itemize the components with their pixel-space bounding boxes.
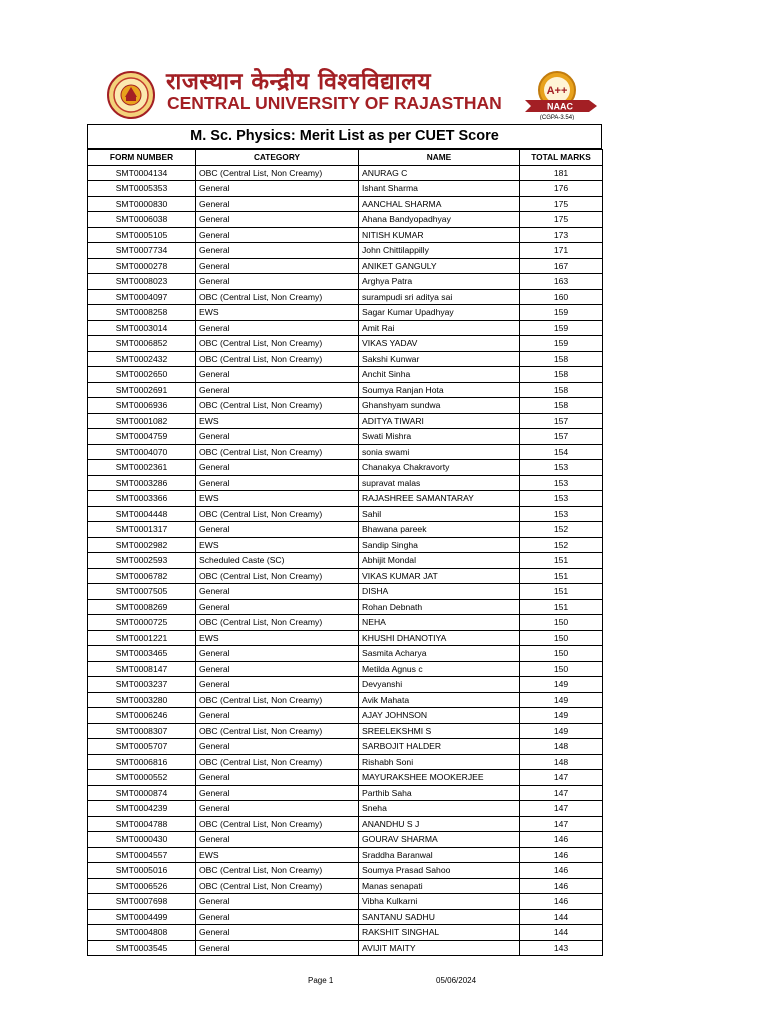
cell-total-marks: 146: [520, 832, 603, 848]
cell-category: OBC (Central List, Non Creamy): [196, 351, 359, 367]
cell-name: SARBOJIT HALDER: [359, 739, 520, 755]
cell-form-number: SMT0006038: [88, 212, 196, 228]
cell-name: Vibha Kulkarni: [359, 894, 520, 910]
table-row: [88, 847, 603, 863]
column-header-name: NAME: [359, 150, 520, 166]
table-row: [88, 336, 603, 352]
table-row: [88, 878, 603, 894]
cell-total-marks: 158: [520, 382, 603, 398]
cell-name: Avik Mahata: [359, 692, 520, 708]
cell-name: VIKAS YADAV: [359, 336, 520, 352]
cell-total-marks: 159: [520, 320, 603, 336]
cell-name: AVIJIT MAITY: [359, 940, 520, 956]
cell-category: EWS: [196, 847, 359, 863]
cell-name: SREELEKSHMI S: [359, 723, 520, 739]
cell-total-marks: 144: [520, 925, 603, 941]
cell-total-marks: 151: [520, 553, 603, 569]
cell-name: KHUSHI DHANOTIYA: [359, 630, 520, 646]
table-row: [88, 723, 603, 739]
cell-category: General: [196, 522, 359, 538]
cell-total-marks: 150: [520, 661, 603, 677]
table-row: [88, 925, 603, 941]
table-row: [88, 615, 603, 631]
table-row: [88, 708, 603, 724]
cell-category: General: [196, 801, 359, 817]
cell-name: sonia swami: [359, 444, 520, 460]
cell-form-number: SMT0003286: [88, 475, 196, 491]
cell-total-marks: 158: [520, 351, 603, 367]
table-row: [88, 863, 603, 879]
cell-total-marks: 171: [520, 243, 603, 259]
table-row: [88, 568, 603, 584]
cell-form-number: SMT0002650: [88, 367, 196, 383]
table-row: [88, 258, 603, 274]
cell-name: Sakshi Kunwar: [359, 351, 520, 367]
cell-total-marks: 143: [520, 940, 603, 956]
cell-name: SANTANU SADHU: [359, 909, 520, 925]
cell-name: Rishabh Soni: [359, 754, 520, 770]
column-header-category: CATEGORY: [196, 150, 359, 166]
cell-category: General: [196, 227, 359, 243]
cell-total-marks: 151: [520, 599, 603, 615]
university-name-hindi: राजस्थान केन्द्रीय विश्वविद्यालय: [166, 68, 432, 95]
table-row: [88, 661, 603, 677]
sheet-title: M. Sc. Physics: Merit List as per CUET Score: [87, 124, 602, 149]
cell-category: OBC (Central List, Non Creamy): [196, 863, 359, 879]
cell-form-number: SMT0001221: [88, 630, 196, 646]
cell-form-number: SMT0006526: [88, 878, 196, 894]
cell-category: EWS: [196, 305, 359, 321]
cell-total-marks: 163: [520, 274, 603, 290]
table-row: [88, 630, 603, 646]
table-row: [88, 491, 603, 507]
cell-form-number: SMT0005707: [88, 739, 196, 755]
cell-total-marks: 146: [520, 847, 603, 863]
cell-name: supravat malas: [359, 475, 520, 491]
table-row: [88, 894, 603, 910]
cell-name: Arghya Patra: [359, 274, 520, 290]
cell-total-marks: 176: [520, 181, 603, 197]
cell-name: ADITYA TIWARI: [359, 413, 520, 429]
cell-name: Sahil: [359, 506, 520, 522]
cell-total-marks: 150: [520, 615, 603, 631]
cell-name: Amit Rai: [359, 320, 520, 336]
cell-name: AANCHAL SHARMA: [359, 196, 520, 212]
cell-category: General: [196, 925, 359, 941]
cell-name: Manas senapati: [359, 878, 520, 894]
cell-total-marks: 154: [520, 444, 603, 460]
cell-name: Bhawana pareek: [359, 522, 520, 538]
cell-form-number: SMT0006936: [88, 398, 196, 414]
cell-total-marks: 151: [520, 568, 603, 584]
table-row: [88, 677, 603, 693]
cell-category: EWS: [196, 630, 359, 646]
cell-form-number: SMT0004499: [88, 909, 196, 925]
cell-name: GOURAV SHARMA: [359, 832, 520, 848]
cell-category: General: [196, 429, 359, 445]
table-row: [88, 832, 603, 848]
cell-form-number: SMT0006246: [88, 708, 196, 724]
cell-category: General: [196, 475, 359, 491]
cell-category: General: [196, 894, 359, 910]
cell-name: Abhijit Mondal: [359, 553, 520, 569]
table-row: [88, 413, 603, 429]
cell-form-number: SMT0007734: [88, 243, 196, 259]
cell-form-number: SMT0002361: [88, 460, 196, 476]
cell-category: OBC (Central List, Non Creamy): [196, 754, 359, 770]
cell-category: General: [196, 196, 359, 212]
cell-form-number: SMT0004097: [88, 289, 196, 305]
cell-form-number: SMT0004070: [88, 444, 196, 460]
merit-list-table: [87, 149, 603, 956]
cell-total-marks: 159: [520, 305, 603, 321]
cell-name: Soumya Ranjan Hota: [359, 382, 520, 398]
cell-name: Sagar Kumar Upadhyay: [359, 305, 520, 321]
cell-category: General: [196, 832, 359, 848]
table-row: [88, 599, 603, 615]
cell-total-marks: 151: [520, 584, 603, 600]
cell-category: General: [196, 940, 359, 956]
table-row: [88, 692, 603, 708]
cell-name: Chanakya Chakravorty: [359, 460, 520, 476]
cell-category: OBC (Central List, Non Creamy): [196, 444, 359, 460]
table-row: [88, 739, 603, 755]
cell-form-number: SMT0003366: [88, 491, 196, 507]
cell-category: General: [196, 320, 359, 336]
table-row: [88, 553, 603, 569]
cell-category: OBC (Central List, Non Creamy): [196, 816, 359, 832]
university-seal-icon: [105, 70, 157, 120]
cell-form-number: SMT0007505: [88, 584, 196, 600]
cell-total-marks: 158: [520, 398, 603, 414]
cell-form-number: SMT0000430: [88, 832, 196, 848]
cell-total-marks: 150: [520, 646, 603, 662]
cell-category: OBC (Central List, Non Creamy): [196, 398, 359, 414]
cell-name: Sneha: [359, 801, 520, 817]
table-row: [88, 165, 603, 181]
cell-total-marks: 153: [520, 475, 603, 491]
cell-category: General: [196, 785, 359, 801]
cell-name: John Chittilappilly: [359, 243, 520, 259]
cell-total-marks: 153: [520, 460, 603, 476]
cell-total-marks: 157: [520, 429, 603, 445]
cell-form-number: SMT0002432: [88, 351, 196, 367]
cell-total-marks: 181: [520, 165, 603, 181]
cell-total-marks: 146: [520, 894, 603, 910]
cell-total-marks: 148: [520, 739, 603, 755]
cell-category: General: [196, 770, 359, 786]
cell-total-marks: 153: [520, 491, 603, 507]
cell-total-marks: 152: [520, 537, 603, 553]
cell-form-number: SMT0006816: [88, 754, 196, 770]
cell-name: RAKSHIT SINGHAL: [359, 925, 520, 941]
cell-form-number: SMT0000278: [88, 258, 196, 274]
cell-name: Devyanshi: [359, 677, 520, 693]
cell-form-number: SMT0004759: [88, 429, 196, 445]
cell-total-marks: 150: [520, 630, 603, 646]
cell-form-number: SMT0002593: [88, 553, 196, 569]
naac-label: NAAC: [547, 101, 573, 112]
cell-category: General: [196, 367, 359, 383]
cell-form-number: SMT0004788: [88, 816, 196, 832]
cell-form-number: SMT0008307: [88, 723, 196, 739]
cell-total-marks: 149: [520, 677, 603, 693]
table-row: [88, 909, 603, 925]
cell-name: Ghanshyam sundwa: [359, 398, 520, 414]
cell-category: General: [196, 739, 359, 755]
cell-category: OBC (Central List, Non Creamy): [196, 568, 359, 584]
university-name-english: CENTRAL UNIVERSITY OF RAJASTHAN: [167, 93, 502, 113]
table-row: [88, 646, 603, 662]
cell-total-marks: 149: [520, 723, 603, 739]
cell-total-marks: 148: [520, 754, 603, 770]
table-row: [88, 243, 603, 259]
cell-category: General: [196, 382, 359, 398]
cell-total-marks: 158: [520, 367, 603, 383]
cell-total-marks: 173: [520, 227, 603, 243]
table-row: [88, 785, 603, 801]
naac-cgpa: (CGPA-3.54): [539, 115, 575, 120]
cell-total-marks: 167: [520, 258, 603, 274]
cell-category: General: [196, 708, 359, 724]
cell-category: Scheduled Caste (SC): [196, 553, 359, 569]
cell-category: General: [196, 243, 359, 259]
cell-form-number: SMT0007698: [88, 894, 196, 910]
table-row: [88, 475, 603, 491]
table-row: [88, 506, 603, 522]
cell-total-marks: 175: [520, 212, 603, 228]
cell-form-number: SMT0003014: [88, 320, 196, 336]
table-row: [88, 429, 603, 445]
cell-name: Ahana Bandyopadhyay: [359, 212, 520, 228]
cell-name: surampudi sri aditya sai: [359, 289, 520, 305]
table-row: [88, 754, 603, 770]
cell-form-number: SMT0001082: [88, 413, 196, 429]
table-row: [88, 289, 603, 305]
cell-form-number: SMT0000552: [88, 770, 196, 786]
cell-name: Parthib Saha: [359, 785, 520, 801]
table-row: [88, 351, 603, 367]
cell-name: NEHA: [359, 615, 520, 631]
merit-list-sheet: [87, 124, 602, 956]
cell-category: General: [196, 599, 359, 615]
cell-total-marks: 147: [520, 801, 603, 817]
cell-form-number: SMT0008023: [88, 274, 196, 290]
cell-name: AJAY JOHNSON: [359, 708, 520, 724]
cell-form-number: SMT0006852: [88, 336, 196, 352]
cell-category: General: [196, 181, 359, 197]
cell-name: Sandip Singha: [359, 537, 520, 553]
cell-name: Metilda Agnus c: [359, 661, 520, 677]
cell-form-number: SMT0003545: [88, 940, 196, 956]
cell-form-number: SMT0000725: [88, 615, 196, 631]
table-row: [88, 770, 603, 786]
cell-category: General: [196, 258, 359, 274]
naac-badge-icon: [523, 70, 603, 120]
table-row: [88, 816, 603, 832]
table-row: [88, 444, 603, 460]
cell-form-number: SMT0005105: [88, 227, 196, 243]
cell-category: OBC (Central List, Non Creamy): [196, 692, 359, 708]
cell-name: MAYURAKSHEE MOOKERJEE: [359, 770, 520, 786]
naac-grade: A++: [546, 85, 568, 97]
cell-form-number: SMT0006782: [88, 568, 196, 584]
cell-total-marks: 157: [520, 413, 603, 429]
cell-category: General: [196, 460, 359, 476]
cell-form-number: SMT0003237: [88, 677, 196, 693]
table-row: [88, 196, 603, 212]
cell-name: Sraddha Baranwal: [359, 847, 520, 863]
cell-name: Sasmita Acharya: [359, 646, 520, 662]
cell-total-marks: 149: [520, 708, 603, 724]
cell-form-number: SMT0008147: [88, 661, 196, 677]
table-row: [88, 320, 603, 336]
cell-form-number: SMT0004448: [88, 506, 196, 522]
cell-name: NITISH KUMAR: [359, 227, 520, 243]
cell-form-number: SMT0004239: [88, 801, 196, 817]
column-header-total-marks: TOTAL MARKS: [520, 150, 603, 166]
print-date: 05/06/2024: [436, 976, 477, 985]
cell-category: OBC (Central List, Non Creamy): [196, 336, 359, 352]
cell-total-marks: 159: [520, 336, 603, 352]
cell-category: OBC (Central List, Non Creamy): [196, 289, 359, 305]
table-row: [88, 274, 603, 290]
table-row: [88, 460, 603, 476]
table-row: [88, 227, 603, 243]
cell-name: DISHA: [359, 584, 520, 600]
cell-name: ANIKET GANGULY: [359, 258, 520, 274]
column-header-form-number: FORM NUMBER: [88, 150, 196, 166]
cell-name: Anchit Sinha: [359, 367, 520, 383]
table-row: [88, 367, 603, 383]
cell-category: General: [196, 909, 359, 925]
table-row: [88, 305, 603, 321]
cell-form-number: SMT0003280: [88, 692, 196, 708]
cell-category: EWS: [196, 491, 359, 507]
cell-name: Soumya Prasad Sahoo: [359, 863, 520, 879]
table-row: [88, 940, 603, 956]
cell-form-number: SMT0000830: [88, 196, 196, 212]
cell-category: OBC (Central List, Non Creamy): [196, 723, 359, 739]
cell-name: ANANDHU S J: [359, 816, 520, 832]
cell-form-number: SMT0008269: [88, 599, 196, 615]
cell-name: ANURAG C: [359, 165, 520, 181]
cell-form-number: SMT0002982: [88, 537, 196, 553]
cell-total-marks: 175: [520, 196, 603, 212]
table-row: [88, 382, 603, 398]
table-row: [88, 212, 603, 228]
cell-name: Rohan Debnath: [359, 599, 520, 615]
table-row: [88, 398, 603, 414]
cell-category: EWS: [196, 537, 359, 553]
cell-form-number: SMT0005353: [88, 181, 196, 197]
cell-form-number: SMT0004134: [88, 165, 196, 181]
cell-form-number: SMT0008258: [88, 305, 196, 321]
cell-category: General: [196, 274, 359, 290]
cell-category: General: [196, 212, 359, 228]
cell-total-marks: 152: [520, 522, 603, 538]
cell-form-number: SMT0001317: [88, 522, 196, 538]
cell-total-marks: 149: [520, 692, 603, 708]
cell-form-number: SMT0005016: [88, 863, 196, 879]
table-row: [88, 584, 603, 600]
page-number: Page 1: [308, 976, 334, 985]
cell-category: EWS: [196, 413, 359, 429]
cell-category: OBC (Central List, Non Creamy): [196, 615, 359, 631]
cell-total-marks: 147: [520, 785, 603, 801]
cell-form-number: SMT0003465: [88, 646, 196, 662]
cell-total-marks: 147: [520, 816, 603, 832]
table-header-row: [88, 150, 603, 166]
cell-total-marks: 160: [520, 289, 603, 305]
cell-name: RAJASHREE SAMANTARAY: [359, 491, 520, 507]
cell-total-marks: 146: [520, 878, 603, 894]
cell-category: OBC (Central List, Non Creamy): [196, 165, 359, 181]
cell-total-marks: 153: [520, 506, 603, 522]
cell-form-number: SMT0004557: [88, 847, 196, 863]
cell-category: OBC (Central List, Non Creamy): [196, 878, 359, 894]
cell-category: General: [196, 661, 359, 677]
table-row: [88, 181, 603, 197]
table-row: [88, 801, 603, 817]
table-row: [88, 522, 603, 538]
cell-category: OBC (Central List, Non Creamy): [196, 506, 359, 522]
cell-total-marks: 147: [520, 770, 603, 786]
cell-name: Swati Mishra: [359, 429, 520, 445]
cell-category: General: [196, 584, 359, 600]
cell-name: VIKAS KUMAR JAT: [359, 568, 520, 584]
cell-category: General: [196, 646, 359, 662]
cell-total-marks: 146: [520, 863, 603, 879]
table-row: [88, 537, 603, 553]
cell-form-number: SMT0000874: [88, 785, 196, 801]
cell-category: General: [196, 677, 359, 693]
cell-name: Ishant Sharma: [359, 181, 520, 197]
cell-form-number: SMT0004808: [88, 925, 196, 941]
cell-form-number: SMT0002691: [88, 382, 196, 398]
cell-total-marks: 144: [520, 909, 603, 925]
